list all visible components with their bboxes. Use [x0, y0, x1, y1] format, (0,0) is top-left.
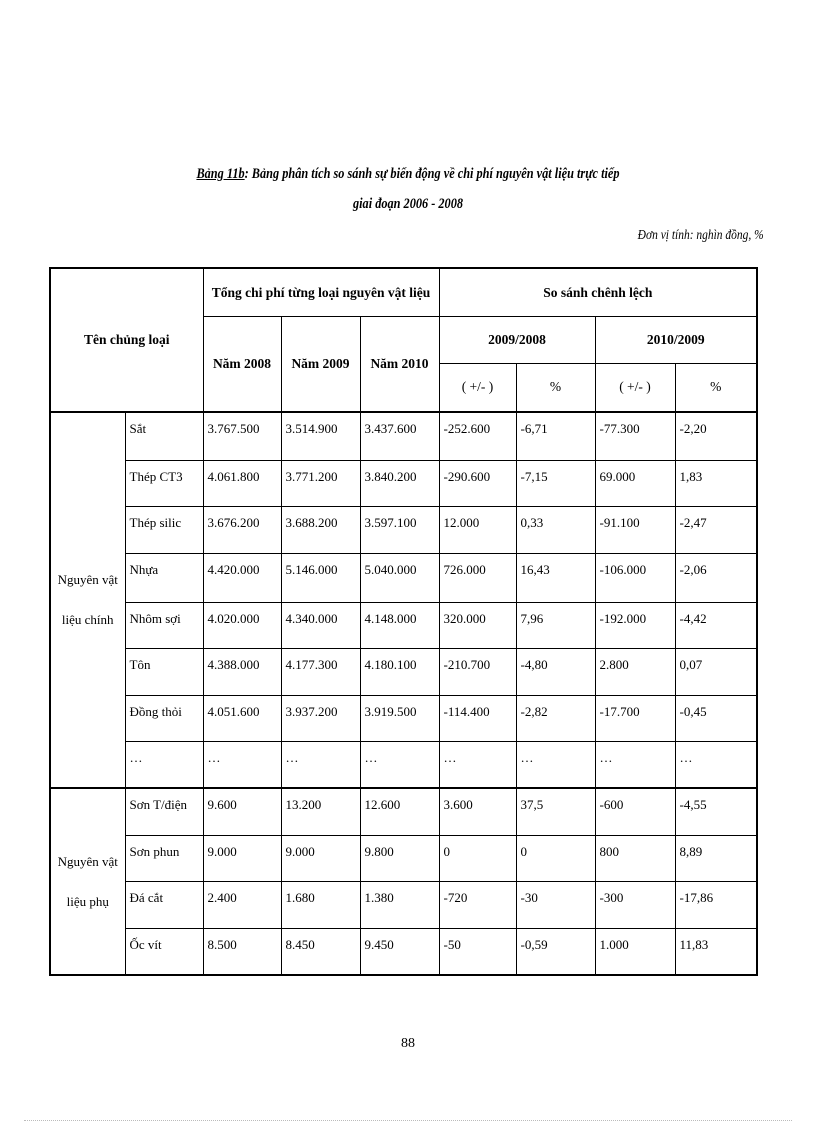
pct-2010-2009: -4,55 — [675, 788, 757, 835]
unit-note: Đơn vị tính: nghìn đồng, % — [637, 228, 764, 243]
pct-2010-2009: -2,06 — [675, 554, 757, 603]
value-2009: 3.937.200 — [281, 695, 360, 742]
header-year-2008: Năm 2008 — [203, 317, 281, 412]
table-row — [50, 554, 757, 603]
header-year-2009: Năm 2009 — [281, 317, 360, 412]
value-2008: 4.051.600 — [203, 695, 281, 742]
value-2008: 4.388.000 — [203, 649, 281, 696]
pct-2009-2008: -2,82 — [516, 695, 595, 742]
pct-2010-2009: 8,89 — [675, 835, 757, 882]
pct-2009-2008: -0,59 — [516, 928, 595, 975]
pct-2009-2008: … — [516, 742, 595, 789]
value-2009: 4.340.000 — [281, 602, 360, 649]
value-2010: 12.600 — [360, 788, 439, 835]
diff-2009-2008: 320.000 — [439, 602, 516, 649]
table-row — [50, 788, 757, 835]
diff-2010-2009: -106.000 — [595, 554, 675, 603]
diff-2010-2009: -77.300 — [595, 412, 675, 461]
bottom-divider — [24, 1120, 792, 1121]
header-diff: ( +/- ) — [439, 363, 516, 412]
diff-2010-2009: -192.000 — [595, 602, 675, 649]
table-title-text: : Bảng phân tích so sánh sự biến động về chi phí nguyên vật liệu trực tiếp — [244, 166, 620, 182]
value-2010: 3.919.500 — [360, 695, 439, 742]
diff-2010-2009: -17.700 — [595, 695, 675, 742]
diff-2009-2008: -210.700 — [439, 649, 516, 696]
pct-2010-2009: 11,83 — [675, 928, 757, 975]
material-name: … — [125, 742, 203, 789]
material-name: Sơn T/điện — [125, 788, 203, 835]
table-row — [50, 695, 757, 742]
diff-2009-2008: … — [439, 742, 516, 789]
pct-2010-2009: -4,42 — [675, 602, 757, 649]
table-row — [50, 507, 757, 554]
value-2009: 5.146.000 — [281, 554, 360, 603]
diff-2009-2008: -290.600 — [439, 460, 516, 507]
table-row — [50, 602, 757, 649]
diff-2010-2009: -300 — [595, 882, 675, 929]
header-total-cost: Tổng chi phí từng loại nguyên vật liệu — [203, 268, 439, 317]
value-2010: 9.800 — [360, 835, 439, 882]
material-name: Nhôm sợi — [125, 602, 203, 649]
header-type: Tên chủng loại — [50, 268, 203, 412]
diff-2010-2009: -600 — [595, 788, 675, 835]
diff-2010-2009: 800 — [595, 835, 675, 882]
value-2009: 4.177.300 — [281, 649, 360, 696]
pct-2009-2008: 7,96 — [516, 602, 595, 649]
group-name: Nguyên vật liệu phụ — [50, 788, 125, 975]
value-2009: 3.688.200 — [281, 507, 360, 554]
diff-2010-2009: 69.000 — [595, 460, 675, 507]
diff-2009-2008: 12.000 — [439, 507, 516, 554]
diff-2009-2008: -720 — [439, 882, 516, 929]
diff-2009-2008: 0 — [439, 835, 516, 882]
pct-2010-2009: -17,86 — [675, 882, 757, 929]
value-2008: 2.400 — [203, 882, 281, 929]
header-period-2010-2009: 2010/2009 — [595, 317, 757, 364]
page-number: 88 — [401, 1036, 415, 1051]
pct-2010-2009: -2,47 — [675, 507, 757, 554]
diff-2009-2008: -252.600 — [439, 412, 516, 461]
pct-2010-2009: … — [675, 742, 757, 789]
table-row — [50, 928, 757, 975]
material-name: Thép silic — [125, 507, 203, 554]
value-2010: 4.148.000 — [360, 602, 439, 649]
header-pct: % — [675, 363, 757, 412]
value-2010: 5.040.000 — [360, 554, 439, 603]
value-2008: … — [203, 742, 281, 789]
table-row — [50, 742, 757, 789]
value-2009: 1.680 — [281, 882, 360, 929]
table-row — [50, 882, 757, 929]
table-title — [73, 166, 742, 183]
pct-2009-2008: 16,43 — [516, 554, 595, 603]
header-pct: % — [516, 363, 595, 412]
value-2009: 3.771.200 — [281, 460, 360, 507]
header-year-2010: Năm 2010 — [360, 317, 439, 412]
value-2010: 3.597.100 — [360, 507, 439, 554]
pct-2009-2008: 0,33 — [516, 507, 595, 554]
diff-2010-2009: 2.800 — [595, 649, 675, 696]
pct-2009-2008: -6,71 — [516, 412, 595, 461]
diff-2010-2009: 1.000 — [595, 928, 675, 975]
pct-2009-2008: 0 — [516, 835, 595, 882]
value-2008: 4.061.800 — [203, 460, 281, 507]
value-2009: 8.450 — [281, 928, 360, 975]
pct-2010-2009: -0,45 — [675, 695, 757, 742]
header-diff: ( +/- ) — [595, 363, 675, 412]
value-2009: … — [281, 742, 360, 789]
value-2010: 1.380 — [360, 882, 439, 929]
pct-2009-2008: -7,15 — [516, 460, 595, 507]
material-name: Tôn — [125, 649, 203, 696]
value-2008: 9.000 — [203, 835, 281, 882]
value-2009: 3.514.900 — [281, 412, 360, 461]
value-2008: 4.420.000 — [203, 554, 281, 603]
value-2008: 9.600 — [203, 788, 281, 835]
material-name: Đồng thỏi — [125, 695, 203, 742]
material-name: Sơn phun — [125, 835, 203, 882]
diff-2009-2008: 726.000 — [439, 554, 516, 603]
value-2010: … — [360, 742, 439, 789]
value-2008: 8.500 — [203, 928, 281, 975]
value-2010: 4.180.100 — [360, 649, 439, 696]
table-row — [50, 835, 757, 882]
group-name: Nguyên vật liệu chính — [50, 412, 125, 789]
pct-2010-2009: 1,83 — [675, 460, 757, 507]
pct-2010-2009: -2,20 — [675, 412, 757, 461]
header-comparison: So sánh chênh lệch — [439, 268, 757, 317]
value-2009: 13.200 — [281, 788, 360, 835]
table-row — [50, 649, 757, 696]
table-row — [50, 460, 757, 507]
material-name: Nhựa — [125, 554, 203, 603]
diff-2009-2008: -50 — [439, 928, 516, 975]
diff-2010-2009: … — [595, 742, 675, 789]
value-2010: 9.450 — [360, 928, 439, 975]
pct-2010-2009: 0,07 — [675, 649, 757, 696]
pct-2009-2008: -30 — [516, 882, 595, 929]
value-2010: 3.437.600 — [360, 412, 439, 461]
header-period-2009-2008: 2009/2008 — [439, 317, 595, 364]
pct-2009-2008: 37,5 — [516, 788, 595, 835]
pct-2009-2008: -4,80 — [516, 649, 595, 696]
table-title-line2: giai đoạn 2006 - 2008 — [352, 196, 464, 212]
value-2008: 3.676.200 — [203, 507, 281, 554]
diff-2009-2008: 3.600 — [439, 788, 516, 835]
cost-comparison-table — [49, 267, 758, 976]
value-2008: 4.020.000 — [203, 602, 281, 649]
table-label: Bảng 11b — [196, 166, 245, 182]
value-2008: 3.767.500 — [203, 412, 281, 461]
material-name: Ốc vít — [125, 928, 203, 975]
material-name: Đá cắt — [125, 882, 203, 929]
diff-2009-2008: -114.400 — [439, 695, 516, 742]
material-name: Sắt — [125, 412, 203, 461]
table-row — [50, 412, 757, 461]
material-name: Thép CT3 — [125, 460, 203, 507]
value-2010: 3.840.200 — [360, 460, 439, 507]
diff-2010-2009: -91.100 — [595, 507, 675, 554]
value-2009: 9.000 — [281, 835, 360, 882]
